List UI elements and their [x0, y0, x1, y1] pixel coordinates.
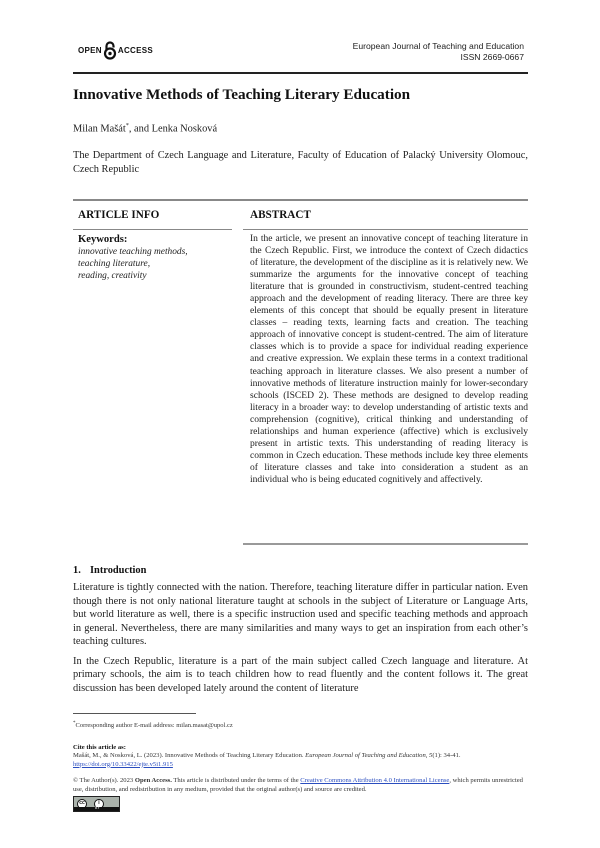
- article-info-divider: [73, 229, 232, 230]
- header-divider: [73, 72, 528, 74]
- license-middle: This article is distributed under the terms of the: [171, 777, 301, 784]
- abstract-text: In the article, we present an innovative concept of teaching literature in the Czech Republic. First, we introduce the context of Czech didactics of literature, the development of the discipline as it is relatively new. We summarize the arguments for the innovative concept of teaching literature that is grounded in constructivism, student-centred teaching approach and the development of reading literacy. There are three key elements of this concept that should be equally present in literature classes – reading texts, learning facts and creation. The teaching approach of innovative concept is student-centred. The aim of literature classes which is to provide a space for individual reading experience and creative expression. We explain these terms in a context traditional teaching approach in literature classes. We also present a number of innovative methods of literature instruction mainly for lower-secondary schools (ISCED 2). These methods are designed to develop reading literacy in a broader way: to develop understanding of artistic texts and comprehension (cognitive), critical thinking and understanding of relationships and human experience (affective) which is exclusively present in artistic texts. This understanding of reading literacy is common in Czech education. These methods include key three elements of literature classes and take into consideration a student as an individual who is being educated cognitively and affectively.: [250, 233, 528, 485]
- article-title: Innovative Methods of Teaching Literary Education: [73, 86, 411, 103]
- abstract-heading: ABSTRACT: [250, 209, 311, 221]
- article-info-heading: ARTICLE INFO: [78, 209, 160, 221]
- open-access-logo: [78, 40, 153, 60]
- license-suffix: , which permits unrestricted use, distribution, and redistribution in any medium, provided that the original author(s) and source are credited.: [73, 777, 523, 793]
- info-top-divider: [73, 199, 528, 201]
- section-title: Introduction: [90, 565, 147, 576]
- citation-journal: European Journal of Teaching and Education, 5: [305, 752, 433, 759]
- cc-icon: cc: [77, 799, 87, 809]
- journal-issn: ISSN 2669-0667: [460, 52, 524, 62]
- open-lock-icon: [103, 40, 117, 60]
- keyword-line: teaching literature,: [78, 259, 151, 269]
- section-number: 1.: [73, 565, 81, 576]
- footnote-divider: [73, 713, 196, 714]
- journal-name: European Journal of Teaching and Education: [352, 41, 524, 51]
- keyword-line: innovative teaching methods,: [78, 247, 188, 257]
- open-access-label: Open Access.: [134, 777, 172, 784]
- introduction-body: [73, 581, 528, 701]
- footnote: [73, 721, 233, 729]
- cc-license-link[interactable]: Creative Commons Attribution 4.0 International License: [300, 777, 450, 784]
- logo-text-open: OPEN: [78, 45, 102, 55]
- keyword-line: reading, creativity: [78, 271, 147, 281]
- license-prefix: © The Author(s). 2023: [73, 777, 135, 784]
- journal-info: [353, 41, 524, 63]
- footnote-mark: *: [73, 721, 76, 726]
- attribution-icon: i: [94, 799, 104, 809]
- page-header: [78, 30, 524, 70]
- footnote-text: Corresponding author E-mail address: milan.masat@upol.cz: [75, 722, 233, 730]
- abstract-bottom-divider: [243, 543, 528, 545]
- doi-link[interactable]: https://doi.org/10.33422/ejte.v5i1.915: [73, 760, 173, 768]
- corresponding-mark: *: [125, 123, 129, 129]
- keywords-label: Keywords:: [78, 234, 128, 245]
- author-2: Lenka Nosková: [151, 123, 218, 135]
- keywords-block: [78, 233, 238, 282]
- citation-text: [73, 752, 528, 769]
- license-statement: [73, 777, 533, 794]
- author-line: [73, 123, 217, 134]
- section-heading-introduction: [73, 565, 146, 576]
- paragraph: In the Czech Republic, literature is a part of the main subject called Czech language and literature. At primary schools, the aim is to teach children how to read fluently and the content follows it. The great discussion has been developed lately around the content of literature: [73, 655, 528, 694]
- abstract-divider: [243, 229, 528, 230]
- affiliation: The Department of Czech Language and Literature, Faculty of Education of Palacký University Olomouc, Czech Republic: [73, 150, 528, 175]
- logo-text-access: ACCESS: [117, 45, 154, 55]
- badge-bar: [74, 807, 119, 811]
- author-separator: , and: [128, 123, 152, 135]
- citation-plain: Mašát, M., & Nosková, L. (2023). Innovative Methods of Teaching Literary Education.: [73, 752, 306, 759]
- cc-by-badge[interactable]: [73, 796, 120, 812]
- badge-by-text: BY: [95, 806, 100, 810]
- citation-issue: (1): 34-41.: [432, 752, 461, 759]
- paragraph: Literature is tightly connected with the nation. Therefore, teaching literature differ in particular nation. Even though there is not only national literature taught at schools in the subject of Literature or Language Arts, but world literature as well, there is a specific instruction used and specific teaching methods and approach in general. Nevertheless, there are many similarities and many ways to get an inspiration from each other’s teaching cultures.: [73, 582, 528, 647]
- cite-label: Cite this article as:: [73, 744, 126, 751]
- author-1: Milan Mašát: [73, 123, 126, 135]
